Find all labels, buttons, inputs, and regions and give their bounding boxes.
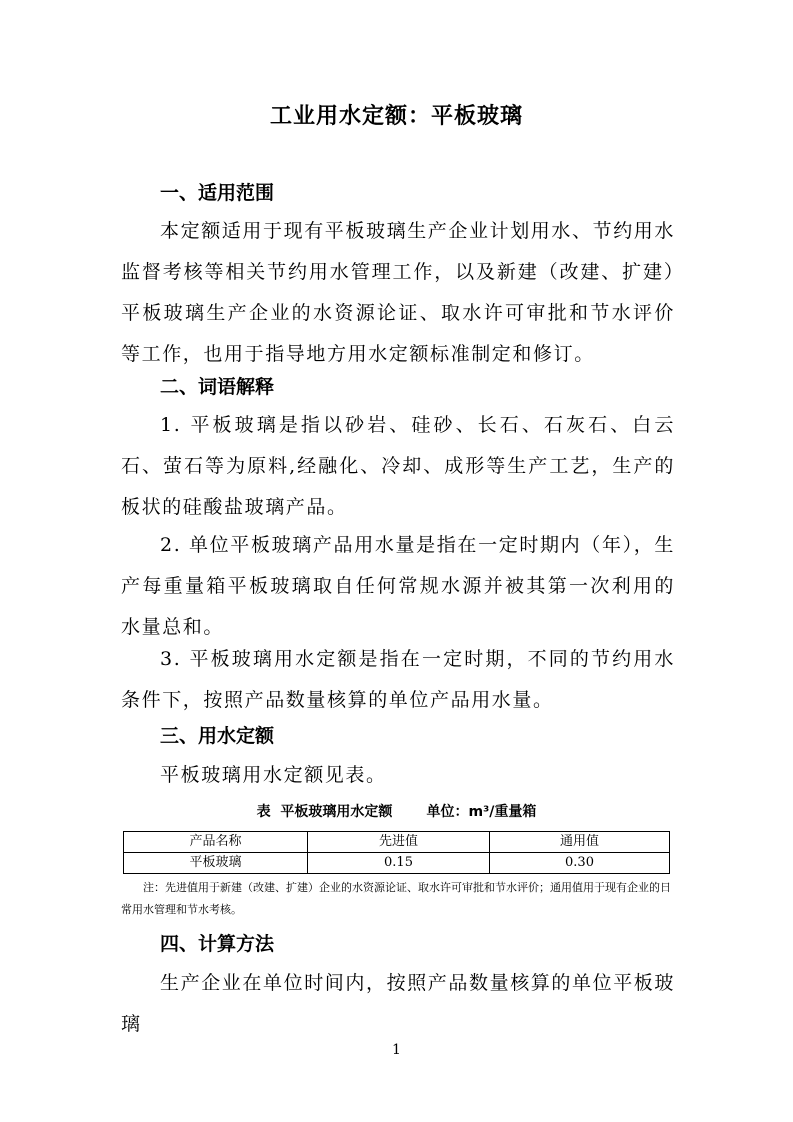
quota-table xyxy=(123,831,670,874)
term-item-2: 2. 单位平板玻璃产品用水量是指在一定时期内（年），生产每重量箱平板玻璃取自任何常规水源并被其第一次利用的水量总和。 xyxy=(121,534,675,638)
section-heading-scope: 一、适用范围 xyxy=(160,182,275,204)
table-cell: 0.15 xyxy=(308,853,490,874)
table-header-row xyxy=(124,832,670,853)
table-row xyxy=(124,853,670,874)
section-heading-terms: 二、词语解释 xyxy=(160,376,275,398)
table-header-cell: 先进值 xyxy=(308,832,490,853)
term-item-1: 1. 平板玻璃是指以砂岩、硅砂、长石、石灰石、白云石、萤石等为原料,经融化、冷却、成形等生产工艺，生产的板状的硅酸盐玻璃产品。 xyxy=(121,414,675,518)
table-cell: 0.30 xyxy=(490,853,670,874)
document-title: 工业用水定额：平板玻璃 xyxy=(269,104,523,129)
scope-paragraph: 本定额适用于现有平板玻璃生产企业计划用水、节约用水监督考核等相关节约用水管理工作，以及新建（改建、扩建）平板玻璃生产企业的水资源论证、取水许可审批和节水评价等工作，也用于指导地方用水定额标准制定和修订。 xyxy=(121,220,676,365)
calculation-paragraph: 生产企业在单位时间内，按照产品数量核算的单位平板玻璃 xyxy=(121,972,676,1035)
page-number: 1 xyxy=(392,1042,401,1058)
table-caption: 表 平板玻璃用水定额 单位：m³/重量箱 xyxy=(256,804,537,820)
section-heading-quota: 三、用水定额 xyxy=(160,725,275,747)
table-note: 注：先进值用于新建（改建、扩建）企业的水资源论证、取水许可审批和节水评价；通用值用于现有企业的日常用水管理和节水考核。 xyxy=(121,881,671,916)
table-header-cell: 产品名称 xyxy=(124,832,308,853)
table-cell: 平板玻璃 xyxy=(124,853,308,874)
table-header-cell: 通用值 xyxy=(490,832,670,853)
quota-paragraph: 平板玻璃用水定额见表。 xyxy=(160,764,387,786)
term-item-3: 3. 平板玻璃用水定额是指在一定时期，不同的节约用水条件下，按照产品数量核算的单位产品用水量。 xyxy=(121,648,675,711)
section-heading-calculation: 四、计算方法 xyxy=(160,933,275,955)
